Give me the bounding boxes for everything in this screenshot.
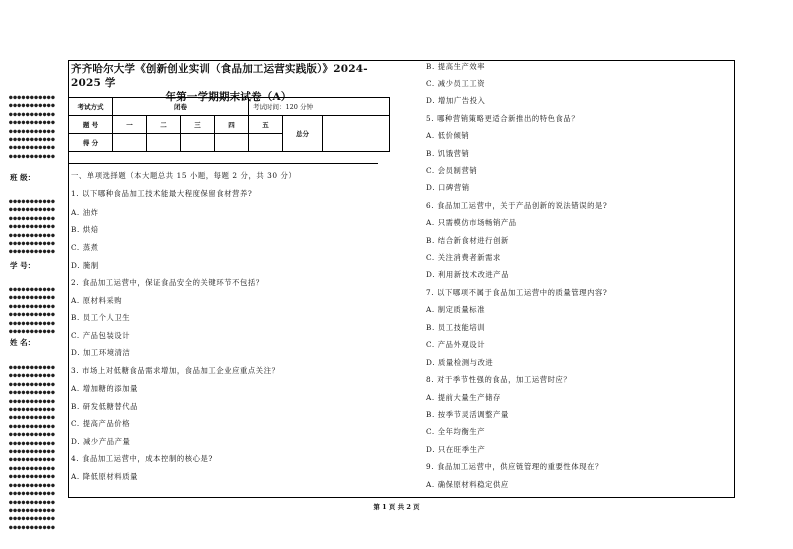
dot-row: ●●●●●●●●●●● (9, 481, 56, 489)
dot-row: ●●●●●●●●●●● (9, 422, 56, 430)
dot-row: ●●●●●●●●●●● (9, 406, 56, 414)
dot-row: ●●●●●●●●●●● (9, 498, 56, 506)
score-cell-4 (215, 134, 249, 152)
exam-info-row (69, 98, 390, 116)
dot-row: ●●●●●●●●●●● (9, 431, 56, 439)
dot-row: ●●●●●●●●●●● (9, 198, 56, 205)
dot-row: ●●●●●●●●●●● (9, 515, 56, 523)
seal-dots-middle (9, 198, 55, 257)
question-number-2: 二 (147, 116, 181, 134)
option-text: C. 全年均衡生产 (426, 427, 486, 436)
exam-time: 考试时间：120 分钟 (249, 98, 390, 116)
dot-row: ●●●●●●●●●●● (9, 110, 56, 118)
question-number-label: 题 号 (69, 116, 113, 134)
score-cell-3 (181, 134, 215, 152)
option-text: D. 利用新技术改进产品 (426, 270, 510, 279)
binding-margin (0, 0, 62, 549)
dot-row: ●●●●●●●●●●● (9, 372, 56, 380)
option-text: A. 原材料采购 (71, 296, 123, 305)
dot-row: ●●●●●●●●●●● (9, 102, 56, 110)
score-label: 得 分 (69, 134, 113, 152)
dot-row: ●●●●●●●●●●● (9, 152, 56, 160)
score-cell-2 (147, 134, 181, 152)
question-number-1: 一 (113, 116, 147, 134)
dot-row: ●●●●●●●●●●● (9, 389, 56, 397)
section-heading: 一、单项选择题（本大题总共 15 小题，每题 2 分，共 30 分） (71, 171, 297, 180)
option-text: D. 腌制 (71, 261, 99, 270)
dot-row: ●●●●●●●●●●● (9, 439, 56, 447)
question-text: 4. 食品加工运营中，成本控制的核心是? (71, 454, 213, 463)
option-text: D. 质量检测与改进 (426, 358, 494, 367)
dot-row: ●●●●●●●●●●● (9, 136, 56, 144)
separator-line (68, 163, 378, 164)
option-text: B. 饥饿营销 (426, 149, 470, 158)
option-text: C. 产品包装设计 (71, 331, 131, 340)
score-table (68, 97, 390, 152)
dot-row: ●●●●●●●●●●● (9, 302, 56, 310)
question-text: 3. 市场上对低糖食品需求增加，食品加工企业应重点关注？ (71, 366, 280, 375)
option-text: D. 加工环境清洁 (71, 348, 131, 357)
dot-row: ●●●●●●●●●●● (9, 448, 56, 456)
dot-row: ●●●●●●●●●●● (9, 119, 56, 127)
dot-row: ●●●●●●●●●●● (9, 206, 56, 214)
total-score-cell (323, 116, 390, 152)
student-id-label: 学 号： (10, 261, 36, 270)
exam-mode-label: 考试方式 (69, 98, 113, 116)
option-text: D. 只在旺季生产 (426, 445, 486, 454)
dot-row: ●●●●●●●●●●● (9, 490, 56, 498)
option-text: C. 会员制营销 (426, 166, 478, 175)
dot-row: ●●●●●●●●●●● (9, 319, 56, 327)
option-text: D. 减少产品产量 (71, 437, 131, 446)
dot-row: ●●●●●●●●●●● (9, 248, 56, 256)
question-text: 1. 以下哪种食品加工技术能最大程度保留食材营养? (71, 189, 253, 198)
seal-dots-top (9, 94, 55, 161)
score-cell-1 (113, 134, 147, 152)
exam-title-line2: 年第一学期期末试卷（A） (165, 91, 292, 103)
option-text: A. 油炸 (71, 208, 99, 217)
dot-row: ●●●●●●●●●●● (9, 94, 56, 101)
dot-row: ●●●●●●●●●●● (9, 456, 56, 464)
option-text: D. 口碑营销 (426, 183, 470, 192)
total-label: 总分 (283, 116, 323, 152)
dot-row: ●●●●●●●●●●● (9, 311, 56, 319)
option-text: C. 关注消费者新需求 (426, 253, 501, 262)
dot-row: ●●●●●●●●●●● (9, 364, 56, 371)
score-cell-5 (249, 134, 283, 152)
option-text: B. 员工技能培训 (426, 323, 486, 332)
option-text: A. 确保原材料稳定供应 (426, 480, 509, 489)
question-text: 9. 食品加工运营中，供应链管理的重要性体现在？ (426, 462, 603, 471)
exam-mode-value: 闭卷 (113, 98, 249, 116)
option-text: D. 增加广告投入 (426, 96, 486, 105)
dot-row: ●●●●●●●●●●● (9, 223, 56, 231)
dot-row: ●●●●●●●●●●● (9, 127, 56, 135)
exam-title-line1: 齐齐哈尔大学《创新创业实训（食品加工运营实践版）》2024-2025 学 (71, 63, 368, 89)
name-label: 姓 名： (10, 338, 36, 347)
dot-row: ●●●●●●●●●●● (9, 144, 56, 152)
question-number-5: 五 (249, 116, 283, 134)
dot-row: ●●●●●●●●●●● (9, 231, 56, 239)
question-text: 7. 以下哪项不属于食品加工运营中的质量管理内容? (426, 288, 608, 297)
dot-row: ●●●●●●●●●●● (9, 523, 56, 531)
option-text: A. 提前大量生产储存 (426, 393, 501, 402)
dot-row: ●●●●●●●●●●● (9, 380, 56, 388)
seal-dots-lower (9, 286, 55, 336)
dot-row: ●●●●●●●●●●● (9, 328, 56, 336)
option-text: C. 产品外观设计 (426, 340, 486, 349)
dot-row: ●●●●●●●●●●● (9, 397, 56, 405)
option-text: B. 按季节灵活调整产量 (426, 410, 509, 419)
option-text: B. 烘焙 (71, 225, 99, 234)
class-label: 班 级： (10, 173, 36, 182)
question-text: 8. 对于季节性强的食品，加工运营时应？ (426, 375, 572, 384)
option-text: B. 员工个人卫生 (71, 313, 131, 322)
dot-row: ●●●●●●●●●●● (9, 414, 56, 422)
option-text: A. 制定质量标准 (426, 305, 486, 314)
option-text: A. 低价倾销 (426, 131, 470, 140)
dot-row: ●●●●●●●●●●● (9, 240, 56, 248)
option-text: C. 蒸煮 (71, 243, 99, 252)
dot-row: ●●●●●●●●●●● (9, 464, 56, 472)
question-text: 5. 哪种营销策略更适合新推出的特色食品？ (426, 114, 580, 123)
dot-row: ●●●●●●●●●●● (9, 473, 56, 481)
option-text: A. 降低原材料质量 (71, 472, 138, 481)
option-text: A. 只需模仿市场畅销产品 (426, 218, 517, 227)
question-text: 2. 食品加工运营中，保证食品安全的关键环节不包括？ (71, 278, 264, 287)
dot-row: ●●●●●●●●●●● (9, 506, 56, 514)
question-number-3: 三 (181, 116, 215, 134)
dot-row: ●●●●●●●●●●● (9, 294, 56, 302)
option-text: C. 提高产品价格 (71, 419, 131, 428)
dot-row: ●●●●●●●●●●● (9, 286, 56, 293)
option-text: C. 减少员工工资 (426, 79, 486, 88)
question-number-4: 四 (215, 116, 249, 134)
dot-row: ●●●●●●●●●●● (9, 214, 56, 222)
option-text: A. 增加糖的添加量 (71, 384, 138, 393)
question-text: 6. 食品加工运营中，关于产品创新的说法错误的是? (426, 201, 608, 210)
question-number-row (69, 116, 390, 134)
option-text: B. 结合新食材进行创新 (426, 236, 509, 245)
option-text: B. 研发低糖替代品 (71, 402, 139, 411)
option-text: B. 提高生产效率 (426, 62, 486, 71)
page-number: 第 1 页 共 2 页 (373, 503, 420, 511)
